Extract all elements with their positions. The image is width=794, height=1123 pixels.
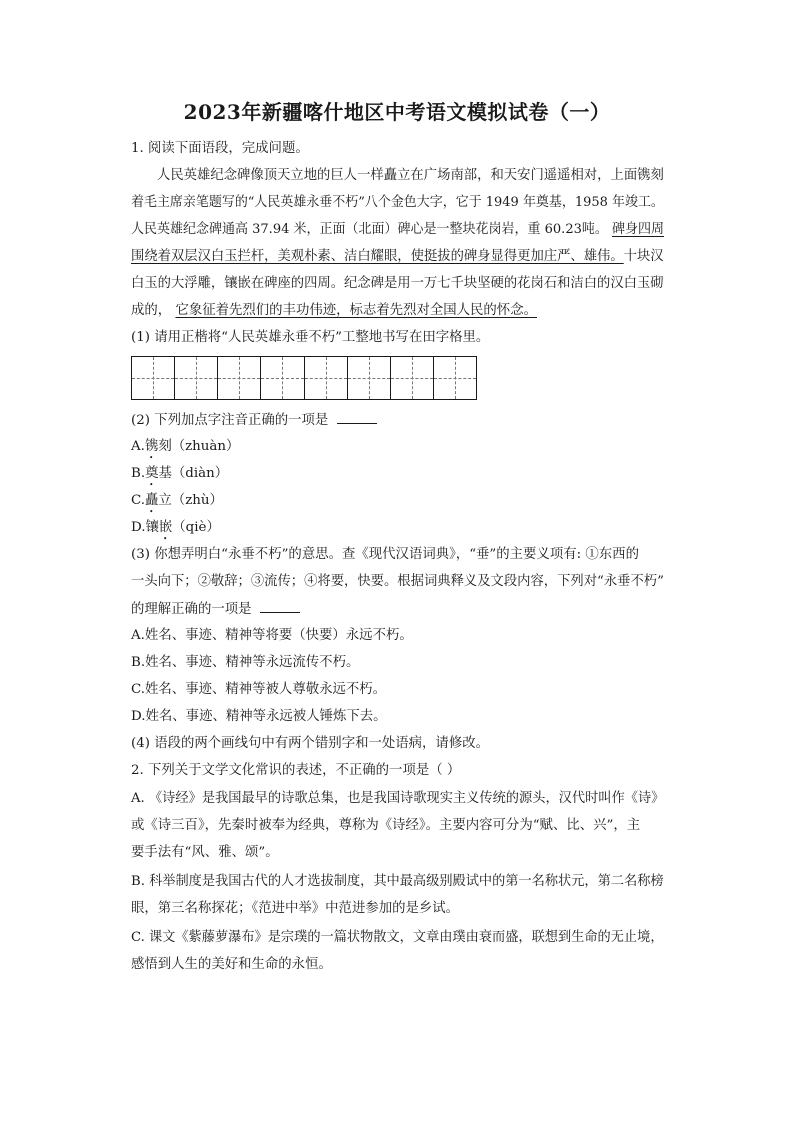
q1-sub3-line-2: 一头向下；②敬辞；③流传；④将要，快要。根据词典释义及文段内容，下列对“永垂不朽” — [131, 574, 664, 589]
passage-line-4-text: 十块汉 — [623, 249, 664, 264]
q1-stem: 1. 阅读下面语段，完成问题。 — [131, 141, 309, 156]
q2-option-b-line-2: 眼，第三名称探花；《范进中举》中范进参加的是乡试。 — [131, 901, 460, 916]
passage-line-3-text: 人民英雄纪念碑通高 37.94 米，正面（北面）碑心是一整块花岗岩，重 60.23吨。 — [131, 222, 613, 237]
option-3c: C.姓名、事迹、精神等被人尊敬永远不朽。 — [131, 682, 387, 697]
grid-cell[interactable] — [132, 357, 175, 399]
option-letter: C. — [131, 493, 146, 508]
q1-sub3-text: 的理解正确的一项是 — [131, 602, 256, 617]
q1-sub4: (4) 语段的两个画线句中有两个错别字和一处语病，请修改。 — [131, 736, 489, 751]
option-letter: D. — [131, 520, 146, 535]
q1-sub2 — [131, 411, 377, 430]
option-3b: B.姓名、事迹、精神等永远流传不朽。 — [131, 655, 360, 670]
q1-sub3-line-3 — [131, 600, 300, 619]
dotted-char: 嵌 — [158, 520, 173, 535]
underlined-sentence-2: 它象征着先烈们的丰功伟迹，标志着先烈对全国人民的怀念。 — [175, 303, 537, 318]
grid-cell[interactable] — [391, 357, 434, 399]
passage-line-6-text: 成的， — [131, 303, 176, 318]
underlined-sentence-1-start: 碑身四周 — [612, 222, 665, 237]
page-title: 2023年新疆喀什地区中考语文模拟试卷（一） — [183, 100, 611, 124]
option-2c — [131, 492, 223, 516]
underlined-sentence-1-end: 围绕着双层汉白玉拦杆，美观朴素、洁白耀眼，使挺拔的碑身显得更加庄严、雄伟。 — [131, 249, 624, 264]
answer-blank[interactable] — [337, 411, 377, 424]
passage-line-1: 人民英雄纪念碑像顶天立地的巨人一样矗立在广场南部，和天安门遥遥相对，上面镌刻 — [157, 168, 664, 183]
dotted-char: 镌 — [144, 439, 159, 454]
option-2b — [131, 465, 228, 489]
passage-line-2: 着毛主席亲笔题写的“人民英雄永垂不朽”八个金色大字，它于 1949 年奠基，1958 年竣工。 — [131, 195, 664, 210]
grid-cell[interactable] — [305, 357, 348, 399]
passage-line-6 — [131, 302, 537, 320]
q2-option-a-line-2: 或《诗三百》，先秦时被奉为经典，尊称为《诗经》。主要内容可分为“赋、比、兴”，主 — [131, 818, 641, 833]
option-3a: A.姓名、事迹、精神等将要（快要）永远不朽。 — [131, 628, 413, 643]
q2-stem: 2. 下列关于文学文化常识的表述，不正确的一项是（ ） — [131, 763, 461, 778]
passage-line-4 — [131, 248, 664, 266]
option-2d — [131, 519, 220, 543]
q1-sub3-line-1: (3) 你想弄明白“永垂不朽”的意思。查《现代汉语词典》，“垂”的主要义项有: ①东西的 — [131, 547, 639, 562]
option-text: 刻（zhuàn） — [158, 439, 240, 454]
passage-line-3 — [131, 221, 664, 239]
option-letter: B. — [131, 466, 146, 481]
answer-blank[interactable] — [260, 600, 300, 613]
q2-option-c-line-1: C. 课文《紫藤萝瀑布》是宗璞的一篇状物散文，文章由璞由衰而盛，联想到生命的无止境， — [131, 930, 664, 945]
option-text: （qiè） — [172, 520, 220, 535]
q2-option-b-line-1: B. 科举制度是我国古代的人才选拔制度，其中最高级别殿试中的第一名称状元，第二名称榜 — [131, 874, 664, 889]
passage-line-5: 白玉的大浮雕，镶嵌在碑座的四周。纪念碑是用一万七千块坚硬的花岗石和洁白的汉白玉砌 — [131, 276, 664, 291]
grid-cell[interactable] — [218, 357, 261, 399]
dotted-char: 奠 — [145, 466, 159, 481]
q1-sub1: (1) 请用正楷将“人民英雄永垂不朽”工整地书写在田字格里。 — [131, 330, 490, 345]
grid-cell[interactable] — [261, 357, 304, 399]
option-text: 镶 — [145, 520, 159, 535]
grid-cell[interactable] — [348, 357, 391, 399]
q2-option-a-line-3: 要手法有“风、雅、颂”。 — [131, 845, 279, 860]
option-letter: A. — [131, 439, 145, 454]
tianzige-grid[interactable] — [131, 356, 477, 400]
option-3d: D.姓名、事迹、精神等永远被人锤炼下去。 — [131, 709, 387, 724]
grid-cell[interactable] — [434, 357, 476, 399]
option-text: 立（zhù） — [158, 493, 223, 508]
option-text: 基（diàn） — [158, 466, 229, 481]
q2-option-a-line-1: A. 《诗经》是我国最早的诗歌总集，也是我国诗歌现实主义传统的源头，汉代时叫作《诗》 — [131, 791, 665, 806]
option-2a — [131, 438, 239, 462]
q1-sub2-text: (2) 下列加点字注音正确的一项是 — [131, 413, 333, 428]
q2-option-c-line-2: 感悟到人生的美好和生命的永恒。 — [131, 957, 332, 972]
grid-cell[interactable] — [175, 357, 218, 399]
dotted-char: 矗 — [145, 493, 159, 508]
